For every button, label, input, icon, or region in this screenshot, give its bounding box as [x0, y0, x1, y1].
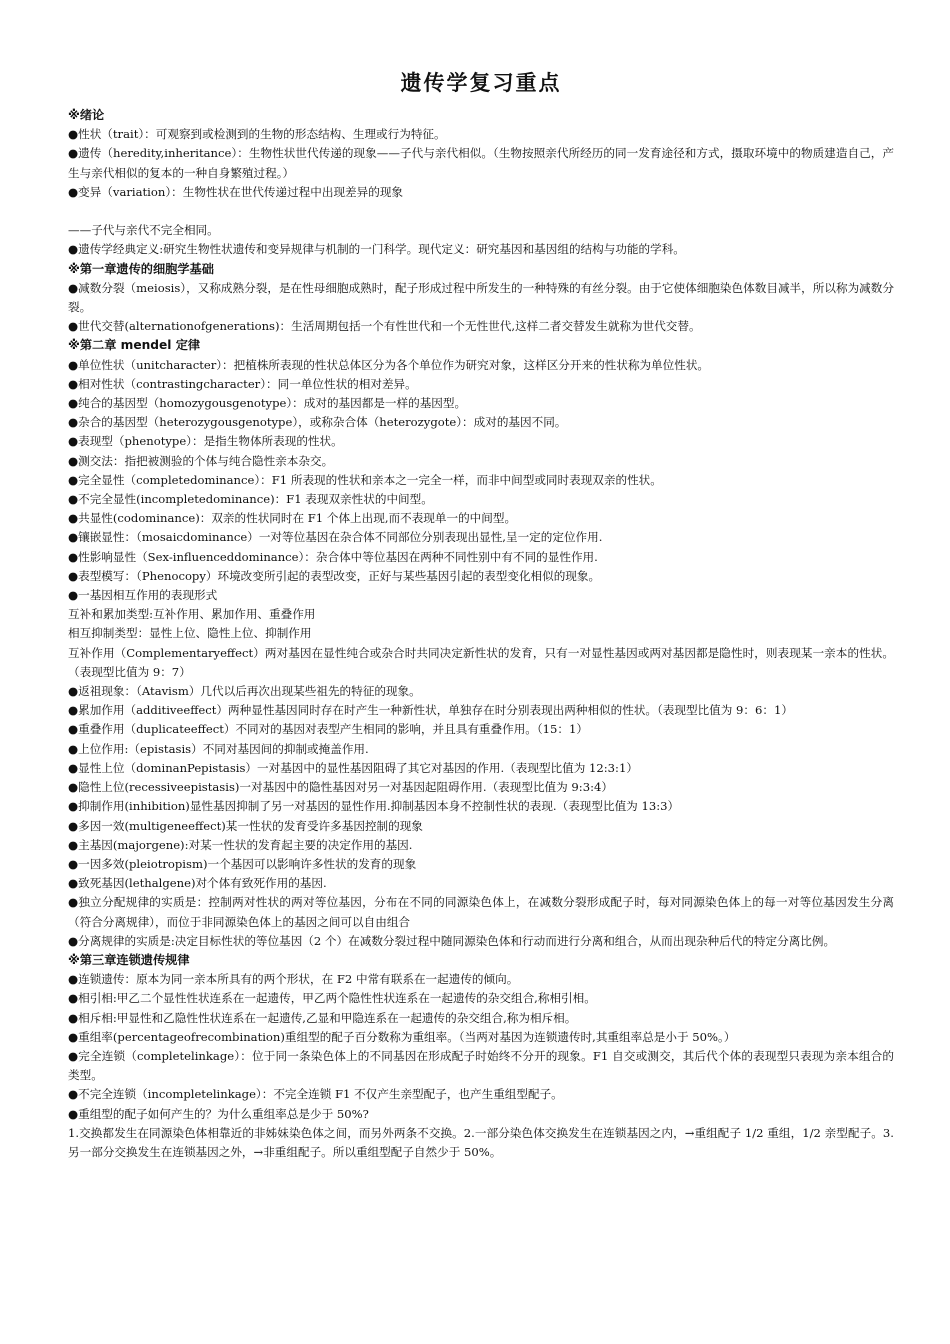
paragraph: ●遗传学经典定义:研究生物性状遗传和变异规律与机制的一门科学。现代定义：研究基因和基因组的结构与功能的学科。 [68, 242, 685, 257]
paragraph: ●遗传（heredity,inheritance）：生物性状世代传递的现象——子代与亲代相似。（生物按照亲代所经历的同一发育途径和方式，摄取环境中的物质建造自己，产生与亲代相似的复本的一种自身繁殖过程。） [68, 146, 894, 180]
paragraph: 相互抑制类型：显性上位、隐性上位、抑制作用 [68, 626, 312, 641]
paragraph: ●累加作用（additiveeffect）两种显性基因同时存在时产生一种新性状，单独存在时分别表现出两种相似的性状。（表现型比值为 9：6：1） [68, 703, 793, 718]
paragraph: 互补和累加类型:互补作用、累加作用、重叠作用 [68, 607, 316, 622]
paragraph: ●杂合的基因型（heterozygousgenotype），或称杂合体（heterozygote）：成对的基因不同。 [68, 415, 567, 430]
paragraph: ●多因一效(multigeneeffect)某一性状的发育受许多基因控制的现象 [68, 818, 423, 833]
paragraph: ●不完全连锁（incompletelinkage）：不完全连锁 F1 不仅产生亲型配子，也产生重组型配子。 [68, 1087, 563, 1102]
paragraph: ●一基因相互作用的表现形式 [68, 588, 218, 603]
paragraph: ●镶嵌显性：（mosaicdominance）一对等位基因在杂合体不同部位分别表现出显性,呈一定的定位作用. [68, 530, 603, 545]
paragraph: ——子代与亲代不完全相同。 [68, 223, 219, 238]
paragraph: ●相对性状（contrastingcharacter）：同一单位性状的相对差异。 [68, 376, 417, 391]
paragraph: ●隐性上位(recessiveepistasis)一对基因中的隐性基因对另一对基因起阻碍作用.（表现型比值为 9:3:4） [68, 780, 613, 795]
paragraph: 1.交换都发生在同源染色体相靠近的非姊妹染色体之间，而另外两条不交换。2.一部分染色体交换发生在连锁基因之内，→重组配子 1/2 重组，1/2 亲型配子。3.另一部分交换发生在连锁基因之外，→非重组配子。所以重组型配子自然少于 50%。 [68, 1125, 894, 1159]
section-heading: ※第一章遗传的细胞学基础 [68, 261, 214, 276]
paragraph: ●不完全显性(incompletedominance)：F1 表现双亲性状的中间型。 [68, 492, 433, 507]
paragraph: ●共显性(codominance)：双亲的性状同时在 F1 个体上出现,而不表现单一的中间型。 [68, 511, 517, 526]
paragraph: ●返祖现象：（Atavism）几代以后再次出现某些祖先的特征的现象。 [68, 684, 421, 699]
paragraph: ●性状（trait）：可观察到或检测到的生物的形态结构、生理或行为特征。 [68, 127, 446, 142]
paragraph: ●一因多效(pleiotropism)一个基因可以影响许多性状的发育的现象 [68, 856, 417, 871]
paragraph: ●相引相:甲乙二个显性性状连系在一起遗传，甲乙两个隐性性状连系在一起遗传的杂交组合,称相引相。 [68, 991, 596, 1006]
paragraph: ●主基因(majorgene):对某一性状的发育起主要的决定作用的基因. [68, 837, 413, 852]
document-body [68, 106, 894, 1162]
blank-line [68, 202, 894, 221]
paragraph: ●连锁遗传：原本为同一亲本所具有的两个形状，在 F2 中常有联系在一起遗传的倾向。 [68, 972, 519, 987]
paragraph: ●显性上位（dominanPepistasis）一对基因中的显性基因阻碍了其它对基因的作用.（表现型比值为 12:3:1） [68, 760, 638, 775]
section-heading: ※第三章连锁遗传规律 [68, 952, 190, 967]
paragraph: ●独立分配规律的实质是：控制两对性状的两对等位基因，分布在不同的同源染色体上，在减数分裂形成配子时，每对同源染色体上的每一对等位基因发生分离（符合分离规律），而位于非同源染色体上的基因之间可以自由组合 [68, 895, 894, 929]
paragraph: ●纯合的基因型（homozygousgenotype）：成对的基因都是一样的基因型。 [68, 396, 467, 411]
paragraph: ●重组率(percentageofrecombination)重组型的配子百分数称为重组率。（当两对基因为连锁遗传时,其重组率总是小于 50%。） [68, 1029, 736, 1044]
document-title: 遗传学复习重点 [400, 71, 562, 95]
paragraph: 互补作用（Complementaryeffect）两对基因在显性纯合或杂合时共同决定新性状的发育，只有一对显性基因或两对基因都是隐性时，则表现某一亲本的性状。（表现型比值为 9：7） [68, 645, 894, 679]
section-heading: ※绪论 [68, 108, 105, 122]
paragraph: ●世代交替(alternationofgenerations)：生活周期包括一个有性世代和一个无性世代,这样二者交替发生就称为世代交替。 [68, 319, 701, 334]
paragraph: ●表现型（phenotype）：是指生物体所表现的性状。 [68, 434, 343, 449]
paragraph: ●分离规律的实质是:决定目标性状的等位基因（2 个）在减数分裂过程中随同源染色体和行动而进行分离和组合，从而出现杂种后代的特定分离比例。 [68, 933, 836, 948]
paragraph: ●抑制作用(inhibition)显性基因抑制了另一对基因的显性作用.抑制基因本身不控制性状的表现.（表现型比值为 13:3） [68, 799, 680, 814]
paragraph: ●性影响显性（Sex-influenceddominance）：杂合体中等位基因在两种不同性别中有不同的显性作用. [68, 549, 598, 564]
paragraph: ●测交法：指把被测验的个体与纯合隐性亲本杂交。 [68, 453, 334, 468]
paragraph: ●完全连锁（completelinkage）：位于同一条染色体上的不同基因在形成配子时始终不分开的现象。F1 自交或测交，其后代个体的表现型只表现为亲本组合的类型。 [68, 1048, 894, 1083]
paragraph: ●减数分裂（meiosis），又称成熟分裂，是在性母细胞成熟时，配子形成过程中所发生的一种特殊的有丝分裂。由于它使体细胞染色体数目减半，所以称为减数分裂。 [68, 280, 894, 315]
section-heading: ※第二章 mendel 定律 [68, 338, 201, 353]
paragraph: ●重组型的配子如何产生的？为什么重组率总是少于 50%? [68, 1106, 369, 1121]
paragraph: ●变异（variation）：生物性状在世代传递过程中出现差异的现象 [68, 184, 404, 199]
paragraph: ●重叠作用（duplicateeffect）不同对的基因对表型产生相同的影响，并且具有重叠作用。（15：1） [68, 722, 588, 737]
document-page [68, 66, 894, 1162]
paragraph: ●相斥相:甲显性和乙隐性性状连系在一起遗传,乙显和甲隐连系在一起遗传的杂交组合,称为相斥相。 [68, 1010, 577, 1025]
paragraph: ●单位性状（unitcharacter）：把植株所表现的性状总体区分为各个单位作为研究对象，这样区分开来的性状称为单位性状。 [68, 357, 710, 372]
paragraph: ●致死基因(lethalgene)对个体有致死作用的基因. [68, 876, 327, 891]
paragraph: ●表型模写：（Phenocopy）环境改变所引起的表型改变，正好与某些基因引起的表型变化相似的现象。 [68, 568, 601, 583]
paragraph: ●上位作用:（epistasis）不同对基因间的抑制或掩盖作用. [68, 741, 369, 756]
paragraph: ●完全显性（completedominance）：F1 所表现的性状和亲本之一完全一样，而非中间型或同时表现双亲的性状。 [68, 472, 662, 487]
